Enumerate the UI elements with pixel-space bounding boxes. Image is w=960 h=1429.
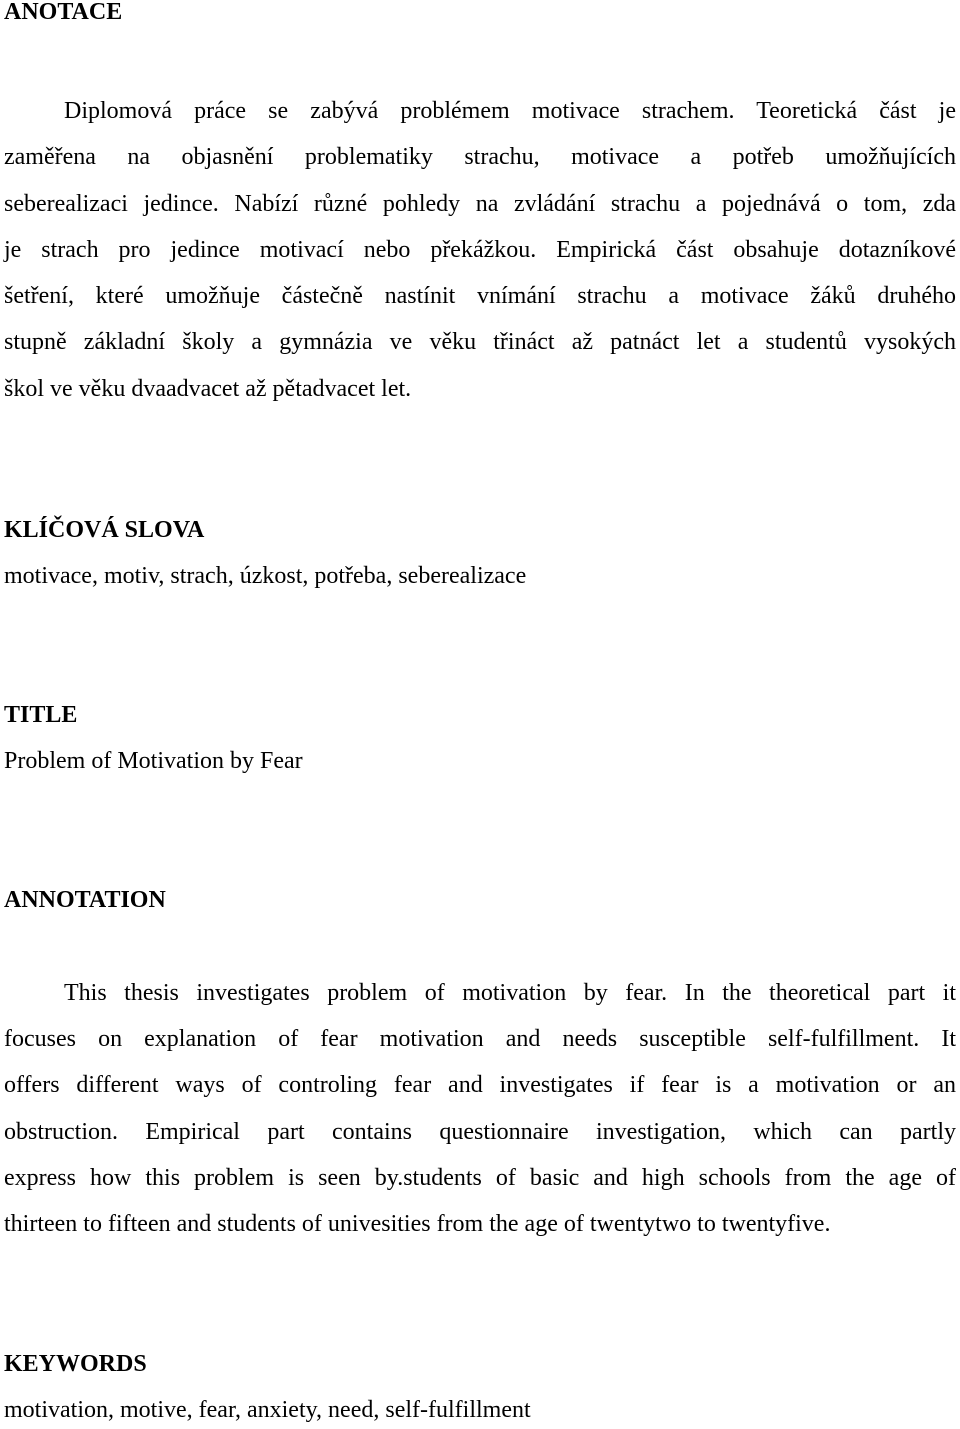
anotace-line: je strach pro jedince motivací nebo překážkou. Empirická část obsahuje dotazníkové	[4, 236, 956, 263]
annotation-line: thirteen to fifteen and students of univesities from the age of twentytwo to twentyfive.	[4, 1210, 831, 1237]
annotation-line: express how this problem is seen by.students of basic and high schools from the age of	[4, 1164, 956, 1191]
anotace-line: zaměřena na objasnění problematiky strachu, motivace a potřeb umožňujících	[4, 144, 956, 171]
title-text: Problem of Motivation by Fear	[4, 748, 303, 774]
anotace-heading: ANOTACE	[4, 0, 123, 25]
title-heading: TITLE	[4, 702, 78, 728]
annotation-heading: ANNOTATION	[4, 887, 166, 913]
anotace-line: škol ve věku dvaadvacet až pětadvacet let.	[4, 375, 412, 402]
annotation-line: focuses on explanation of fear motivation and needs susceptible self-fulfillment. It	[4, 1026, 956, 1053]
anotace-line: Diplomová práce se zabývá problémem motivace strachem. Teoretická část je	[64, 98, 956, 124]
anotace-line: stupně základní školy a gymnázia ve věku třináct až patnáct let a studentů vysokých	[4, 329, 956, 356]
klicova-slova-heading: KLÍČOVÁ SLOVA	[4, 517, 205, 543]
klicova-slova-text: motivace, motiv, strach, úzkost, potřeba, seberealizace	[4, 563, 527, 589]
annotation-line: This thesis investigates problem of motivation by fear. In the theoretical part it	[64, 980, 956, 1006]
annotation-line: obstruction. Empirical part contains questionnaire investigation, which can partly	[4, 1118, 956, 1145]
annotation-line: offers different ways of controling fear and investigates if fear is a motivation or an	[4, 1072, 956, 1099]
keywords-heading: KEYWORDS	[4, 1351, 147, 1377]
anotace-paragraph	[4, 88, 956, 412]
anotace-line: šetření, které umožňuje částečně nastínit vnímání strachu a motivace žáků druhého	[4, 283, 956, 310]
annotation-paragraph	[4, 970, 956, 1247]
keywords-text: motivation, motive, fear, anxiety, need, self-fulfillment	[4, 1397, 531, 1423]
anotace-line: seberealizaci jedince. Nabízí různé pohledy na zvládání strachu a pojednává o tom, zda	[4, 190, 956, 217]
